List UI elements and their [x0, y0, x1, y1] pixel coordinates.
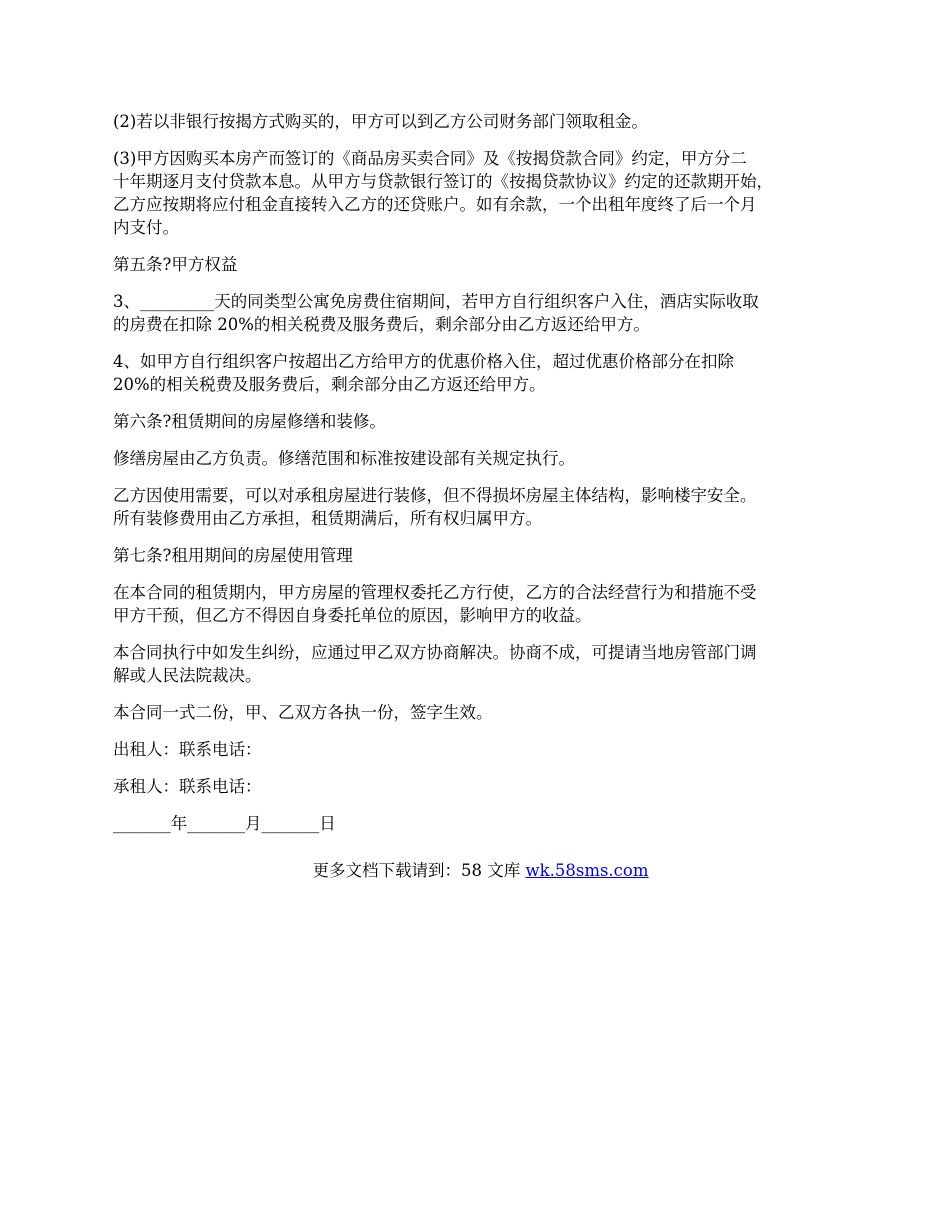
footer-text: 更多文档下载请到：58 文库: [312, 861, 526, 880]
date-line: _______年_______月_______日: [113, 814, 336, 833]
lessor-signature-line: 出租人：联系电话：: [113, 740, 262, 759]
paragraph-clause-4: 4、如甲方自行组织客户按超出乙方给甲方的优惠价格入住，超过优惠价格部分在扣除 20%的相关税费及服务费后，剩余部分由乙方返还给甲方。: [113, 352, 734, 394]
section-heading-article-6: 第六条?租赁期间的房屋修缮和装修。: [113, 412, 386, 431]
paragraph-management: 在本合同的租赁期内，甲方房屋的管理权委托乙方行使，乙方的合法经营行为和措施不受 甲方干预，但乙方不得因自身委托单位的原因，影响甲方的收益。: [113, 583, 757, 625]
section-heading-article-5: 第五条?甲方权益: [113, 255, 238, 274]
paragraph-repair: 修缮房屋由乙方负责。修缮范围和标准按建设部有关规定执行。: [113, 449, 575, 468]
paragraph-payment-non-bank: (2)若以非银行按揭方式购买的，甲方可以到乙方公司财务部门领取租金。: [113, 112, 648, 131]
section-heading-article-7: 第七条?租用期间的房屋使用管理: [113, 546, 353, 565]
footer: [113, 859, 848, 882]
paragraph-dispute: 本合同执行中如发生纠纷，应通过甲乙双方协商解决。协商不成，可提请当地房管部门调 解或人民法院裁决。: [113, 643, 757, 685]
lessee-signature-line: 承租人：联系电话：: [113, 777, 262, 796]
paragraph-payment-loan: (3)甲方因购买本房产而签订的《商品房买卖合同》及《按揭贷款合同》约定，甲方分二 十年期逐月支付贷款本息。从甲方与贷款银行签订的《按揭贷款协议》约定的还款期开始， 乙方应按期将应付租金直接转入乙方的还贷账户。如有余款，一个出租年度终了后一个月 内支付。: [113, 149, 773, 237]
paragraph-copies: 本合同一式二份，甲、乙双方各执一份，签字生效。: [113, 703, 493, 722]
document-body: [113, 110, 848, 882]
paragraph-clause-3: 3、_________天的同类型公寓免房费住宿期间，若甲方自行组织客户入住，酒店实际收取 的房费在扣除 20%的相关税费及服务费后，剩余部分由乙方返还给甲方。: [113, 292, 759, 334]
footer-link[interactable]: wk.58sms.com: [525, 861, 649, 880]
paragraph-renovation: 乙方因使用需要，可以对承租房屋进行装修，但不得损坏房屋主体结构，影响楼宇安全。 所有装修费用由乙方承担，租赁期满后，所有权归属甲方。: [113, 486, 757, 528]
